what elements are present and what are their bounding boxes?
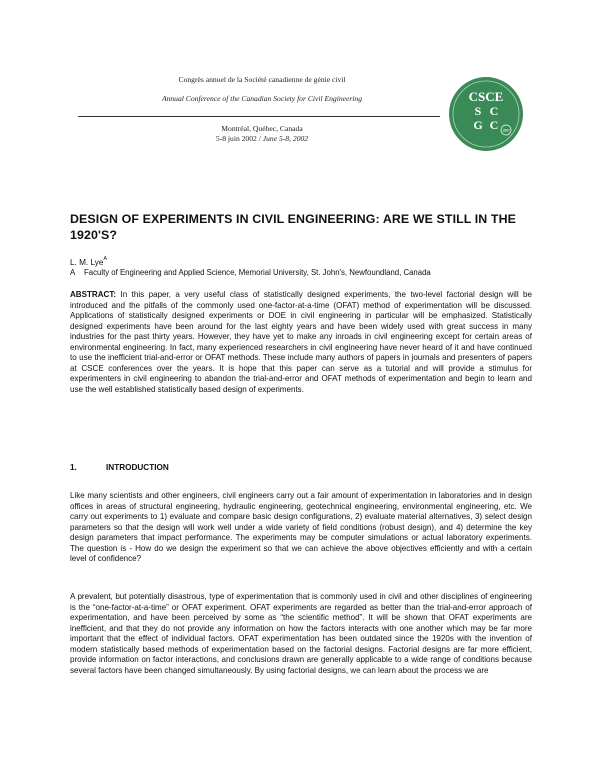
abstract-label: ABSTRACT: [70, 290, 117, 299]
author-line [70, 258, 107, 267]
abstract [70, 290, 532, 395]
header-rule [78, 116, 440, 117]
csce-logo [448, 76, 524, 152]
section-number: 1. [70, 463, 77, 472]
author-superscript: A [103, 256, 108, 262]
author-name: L. M. Lye [70, 258, 104, 267]
dates-separator: / [256, 134, 263, 143]
body-paragraph-1: Like many scientists and other engineers, civil engineers carry out a fair amount of experimentation in laboratories and in design offices in areas of structural engineering, hydraulic engineering, geotechnical engineering, environmental engineering, etc. We carry out experiments to 1) evaluate and compare basic design configurations, 2) evaluate material alternatives, 3) select design parameters so that the design will work well under a wide variety of field conditions (robust design), and 4) determine the key design parameters that impact performance. The experiments may be computer simulations or actual laboratory experiments. The question is - How do we design the experiment so that we can achieve the above objectives efficiently and with a certain level of confidence? [70, 491, 532, 564]
affiliation-mark: A [70, 268, 76, 277]
section-heading [70, 463, 169, 472]
abstract-text: In this paper, a very useful class of statistically designed experiments, the two-level factorial design will be introduced and the pitfalls of the commonly used one-factor-at-a-time (OFAT) method of experimentation will be discussed. Applications of statistically designed experiments or DOE in civil engineering in particular will be emphasized. Statistically designed experiments have been around for the last eighty years and have been widely used with great success in many industries for the past thirty years. However, they have yet to make any inroads in civil engineering except for certain areas of environmental engineering. In fact, many experienced researchers in civil engineering have never heard of it and have continued to use the inefficient trial-and-error or OFAT methods. These include many authors of papers in journals and presenters of papers at CSCE conferences over the years. It is hope that this paper can serve as a tutorial and will provide a stimulus for experimenters in civil engineering to abandon the trial-and-error and OFAT methods of experimentation and begin to learn and use the well established statistically based design of experiments. [70, 290, 532, 394]
conference-location: Montréal, Québec, Canada [221, 124, 303, 133]
body-paragraph-2: A prevalent, but potentially disastrous, type of experimentation that is commonly used in civil and other disciplines of engineering is the “one-factor-at-a-time” or OFAT experiment. OFAT experiments are regarded as better than the trial-and-error approach of experimentation, and have been perceived by some as “the scientific method”. It will be shown that OFAT experiments are inefficient, and that they do not provide any information on how the factors interacts with one another which may be far more important that the effect of individual factors. OFAT experimentation has been outdated since the 1920s with the invention of modern statistically based methods of experimentation based on the factorial designs. Factorial designs are far more efficient, provide information on factor interactions, and conclusions drawn are generally applicable to a wide range of conditions because several factors have been changed simultaneously. By using factorial designs, we can learn about the process we are [70, 592, 532, 675]
csce-logo-graphic [448, 76, 524, 152]
affiliation-line [70, 268, 540, 277]
affiliation-text: Faculty of Engineering and Applied Science, Memorial University, St. John's, Newfoundland, Canada [84, 268, 431, 277]
conference-dates [92, 134, 432, 144]
logo-letter-1: S [474, 104, 482, 118]
paper-title: DESIGN OF EXPERIMENTS IN CIVIL ENGINEERING: ARE WE STILL IN THE 1920'S? [70, 212, 516, 242]
logo-letter-4: C [489, 118, 499, 132]
conference-name-en: Annual Conference of the Canadian Society for Civil Engineering [161, 94, 363, 103]
logo-letter-3: G [473, 118, 483, 132]
dates-fr: 5-8 juin 2002 [215, 134, 257, 143]
logo-text-top: CSCE [468, 89, 504, 104]
logo-letter-2: C [489, 104, 499, 118]
conference-name-fr: Congrès annuel de la Société canadienne de génie civil [178, 75, 346, 84]
logo-year: 1887 [502, 128, 510, 133]
section-title: INTRODUCTION [106, 463, 169, 472]
dates-en: June 5-8, 2002 [262, 134, 309, 143]
